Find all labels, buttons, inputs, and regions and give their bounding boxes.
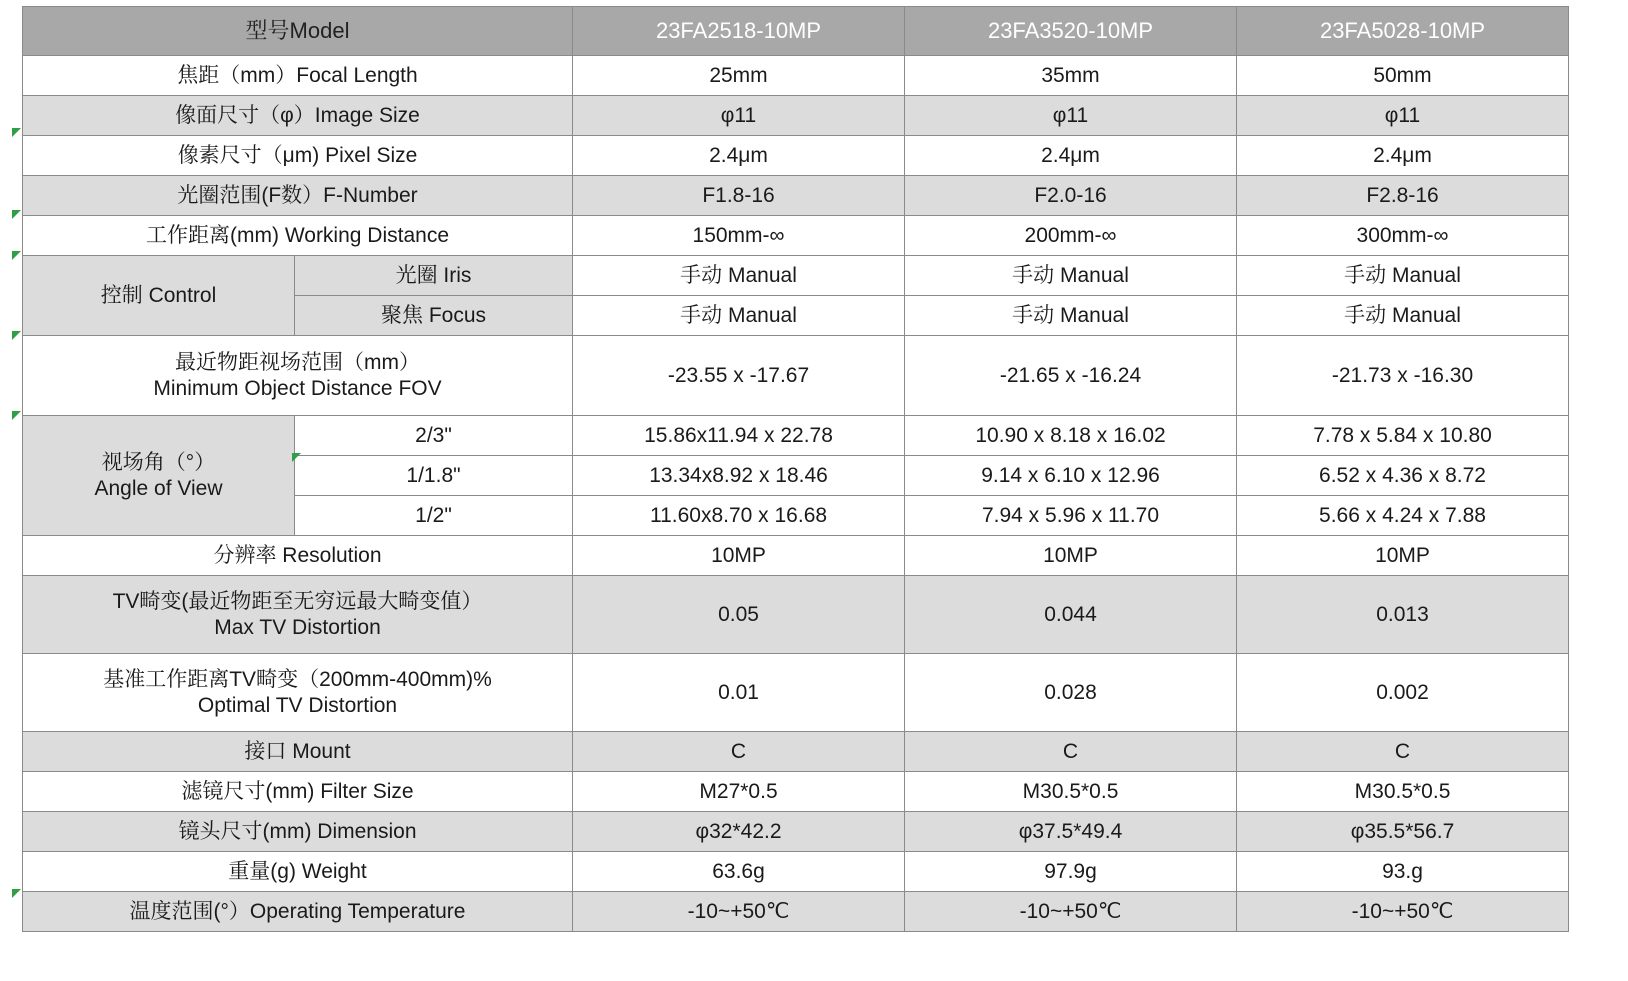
table-row xyxy=(23,56,1569,96)
table-row xyxy=(23,256,1569,296)
cell-mount-1: C xyxy=(573,732,905,772)
cell-pixel-size-3: 2.4μm xyxy=(1237,136,1569,176)
cell-dimension-2: φ37.5*49.4 xyxy=(905,812,1237,852)
header-model-label: 型号Model xyxy=(23,7,573,56)
table-row xyxy=(23,216,1569,256)
cell-focus-1: 手动 Manual xyxy=(573,296,905,336)
row-label-control-group: 控制 Control xyxy=(23,256,295,336)
lens-specification-table xyxy=(22,6,1569,932)
table-row xyxy=(23,812,1569,852)
cell-weight-2: 97.9g xyxy=(905,852,1237,892)
header-model-3: 23FA5028-10MP xyxy=(1237,7,1569,56)
row-label-max-tv-distortion xyxy=(23,576,573,654)
corner-marker-icon xyxy=(12,128,21,137)
cell-aov-12-2: 7.94 x 5.96 x 11.70 xyxy=(905,496,1237,536)
row-label-aov-23: 2/3" xyxy=(295,416,573,456)
cell-aov-12-1: 11.60x8.70 x 16.68 xyxy=(573,496,905,536)
max-tv-distortion-label-cn: TV畸变(最近物距至无穷远最大畸变值） xyxy=(112,589,483,613)
cell-aov-23-3: 7.78 x 5.84 x 10.80 xyxy=(1237,416,1569,456)
row-label-aov-12: 1/2" xyxy=(295,496,573,536)
cell-filter-size-3: M30.5*0.5 xyxy=(1237,772,1569,812)
cell-operating-temperature-2: -10~+50℃ xyxy=(905,892,1237,932)
table-row xyxy=(23,892,1569,932)
row-label-mod-fov xyxy=(23,336,573,416)
table-row xyxy=(23,96,1569,136)
row-label-dimension: 镜头尺寸(mm) Dimension xyxy=(23,812,573,852)
cell-working-distance-2: 200mm-∞ xyxy=(905,216,1237,256)
cell-aov-23-2: 10.90 x 8.18 x 16.02 xyxy=(905,416,1237,456)
cell-iris-1: 手动 Manual xyxy=(573,256,905,296)
cell-aov-118-3: 6.52 x 4.36 x 8.72 xyxy=(1237,456,1569,496)
cell-iris-3: 手动 Manual xyxy=(1237,256,1569,296)
cell-f-number-3: F2.8-16 xyxy=(1237,176,1569,216)
cell-focal-length-1: 25mm xyxy=(573,56,905,96)
mod-fov-label-en: Minimum Object Distance FOV xyxy=(153,376,442,400)
cell-pixel-size-2: 2.4μm xyxy=(905,136,1237,176)
table-row xyxy=(23,852,1569,892)
row-label-operating-temperature: 温度范围(°）Operating Temperature xyxy=(23,892,573,932)
cell-working-distance-1: 150mm-∞ xyxy=(573,216,905,256)
corner-marker-icon xyxy=(12,210,21,219)
cell-aov-23-1: 15.86x11.94 x 22.78 xyxy=(573,416,905,456)
cell-dimension-3: φ35.5*56.7 xyxy=(1237,812,1569,852)
cell-aov-118-1: 13.34x8.92 x 18.46 xyxy=(573,456,905,496)
corner-marker-icon xyxy=(12,251,21,260)
cell-weight-1: 63.6g xyxy=(573,852,905,892)
cell-optimal-tv-distortion-3: 0.002 xyxy=(1237,654,1569,732)
cell-focal-length-2: 35mm xyxy=(905,56,1237,96)
cell-max-tv-distortion-2: 0.044 xyxy=(905,576,1237,654)
corner-marker-icon xyxy=(12,331,21,340)
table-row xyxy=(23,732,1569,772)
aov-label-en: Angle of View xyxy=(94,476,223,500)
cell-working-distance-3: 300mm-∞ xyxy=(1237,216,1569,256)
table-row xyxy=(23,576,1569,654)
aov-label-cn: 视场角（°） xyxy=(101,450,216,474)
max-tv-distortion-label-en: Max TV Distortion xyxy=(214,615,381,639)
row-label-iris: 光圈 Iris xyxy=(295,256,573,296)
optimal-tv-distortion-label-cn: 基准工作距离TV畸变（200mm-400mm)% xyxy=(103,667,492,691)
cell-operating-temperature-3: -10~+50℃ xyxy=(1237,892,1569,932)
corner-marker-icon xyxy=(292,453,301,462)
row-label-resolution: 分辨率 Resolution xyxy=(23,536,573,576)
table-row xyxy=(23,772,1569,812)
cell-filter-size-2: M30.5*0.5 xyxy=(905,772,1237,812)
cell-resolution-3: 10MP xyxy=(1237,536,1569,576)
table-row xyxy=(23,536,1569,576)
row-label-mount: 接口 Mount xyxy=(23,732,573,772)
cell-max-tv-distortion-1: 0.05 xyxy=(573,576,905,654)
cell-focal-length-3: 50mm xyxy=(1237,56,1569,96)
cell-aov-12-3: 5.66 x 4.24 x 7.88 xyxy=(1237,496,1569,536)
cell-image-size-3: φ11 xyxy=(1237,96,1569,136)
cell-dimension-1: φ32*42.2 xyxy=(573,812,905,852)
cell-resolution-1: 10MP xyxy=(573,536,905,576)
row-label-pixel-size: 像素尺寸（μm) Pixel Size xyxy=(23,136,573,176)
cell-iris-2: 手动 Manual xyxy=(905,256,1237,296)
mod-fov-label-cn: 最近物距视场范围（mm） xyxy=(175,350,420,374)
header-model-2: 23FA3520-10MP xyxy=(905,7,1237,56)
cell-resolution-2: 10MP xyxy=(905,536,1237,576)
cell-weight-3: 93.g xyxy=(1237,852,1569,892)
cell-optimal-tv-distortion-2: 0.028 xyxy=(905,654,1237,732)
cell-aov-118-2: 9.14 x 6.10 x 12.96 xyxy=(905,456,1237,496)
row-label-optimal-tv-distortion xyxy=(23,654,573,732)
corner-marker-icon xyxy=(12,411,21,420)
cell-filter-size-1: M27*0.5 xyxy=(573,772,905,812)
cell-focus-2: 手动 Manual xyxy=(905,296,1237,336)
cell-pixel-size-1: 2.4μm xyxy=(573,136,905,176)
optimal-tv-distortion-label-en: Optimal TV Distortion xyxy=(197,693,398,717)
header-model-1: 23FA2518-10MP xyxy=(573,7,905,56)
row-label-f-number: 光圈范围(F数）F-Number xyxy=(23,176,573,216)
cell-mount-2: C xyxy=(905,732,1237,772)
cell-f-number-1: F1.8-16 xyxy=(573,176,905,216)
cell-mod-fov-1: -23.55 x -17.67 xyxy=(573,336,905,416)
cell-mod-fov-3: -21.73 x -16.30 xyxy=(1237,336,1569,416)
row-label-focal-length: 焦距（mm）Focal Length xyxy=(23,56,573,96)
row-label-filter-size: 滤镜尺寸(mm) Filter Size xyxy=(23,772,573,812)
table-header-row xyxy=(23,7,1569,56)
cell-mount-3: C xyxy=(1237,732,1569,772)
table-row xyxy=(23,416,1569,456)
row-label-weight: 重量(g) Weight xyxy=(23,852,573,892)
row-label-image-size: 像面尺寸（φ）Image Size xyxy=(23,96,573,136)
cell-focus-3: 手动 Manual xyxy=(1237,296,1569,336)
cell-operating-temperature-1: -10~+50℃ xyxy=(573,892,905,932)
table-row xyxy=(23,136,1569,176)
table-row xyxy=(23,176,1569,216)
row-label-working-distance: 工作距离(mm) Working Distance xyxy=(23,216,573,256)
cell-max-tv-distortion-3: 0.013 xyxy=(1237,576,1569,654)
table-row xyxy=(23,654,1569,732)
table-row xyxy=(23,336,1569,416)
cell-f-number-2: F2.0-16 xyxy=(905,176,1237,216)
row-label-aov-118: 1/1.8" xyxy=(295,456,573,496)
spec-table-container xyxy=(22,6,1592,932)
corner-marker-icon xyxy=(12,889,21,898)
row-label-focus: 聚焦 Focus xyxy=(295,296,573,336)
cell-mod-fov-2: -21.65 x -16.24 xyxy=(905,336,1237,416)
cell-image-size-2: φ11 xyxy=(905,96,1237,136)
row-label-aov-group xyxy=(23,416,295,536)
cell-image-size-1: φ11 xyxy=(573,96,905,136)
cell-optimal-tv-distortion-1: 0.01 xyxy=(573,654,905,732)
